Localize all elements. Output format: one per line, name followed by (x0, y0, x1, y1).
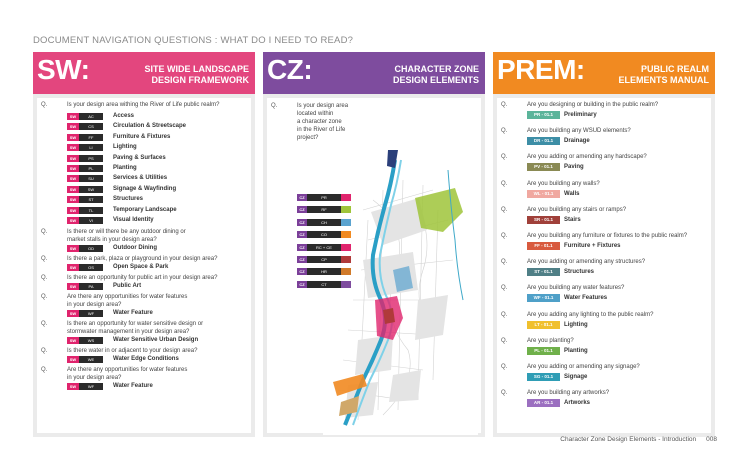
cz-chip-code: CZ (297, 206, 307, 213)
cz-chip (297, 206, 351, 213)
cz-question-line: located within (297, 111, 334, 117)
sw-item-label: Lighting (113, 144, 137, 151)
cz-chip-accent (341, 231, 351, 238)
prem-item-label: Artworks (564, 400, 591, 407)
river-map (323, 150, 478, 435)
sw-question-line1: Is there water in or adjacent to your design area? (67, 348, 198, 355)
prem-q-marker: Q. (501, 206, 508, 213)
prem-q-marker: Q. (501, 285, 508, 292)
sw-chip-sub: SW (87, 186, 95, 192)
sw-chip (67, 310, 103, 317)
sw-chip-sub: SU (88, 176, 94, 182)
sw-chip (67, 337, 103, 344)
prem-question: Are you adding or amending any signage? (527, 364, 640, 370)
cz-question-line: a character zone (297, 119, 342, 125)
sw-chip (67, 134, 103, 141)
sw-item-label: Water Feature (113, 310, 153, 317)
prem-item-label: Preliminary (564, 112, 597, 118)
cz-abbr: CZ: (267, 54, 313, 85)
cz-chip-sub: PR (321, 195, 327, 200)
document-title: DOCUMENT NAVIGATION QUESTIONS : WHAT DO I NEED TO READ? (33, 35, 354, 46)
sw-chip-sub: PS (88, 155, 94, 161)
sw-question-line2: in your design area? (67, 375, 122, 382)
sw-chip-code: SW (67, 207, 79, 214)
sw-chip (67, 196, 103, 203)
cz-question-line: project? (297, 135, 319, 141)
prem-question: Are you building any WSUD elements? (527, 128, 631, 135)
cz-chip (297, 194, 351, 201)
sw-item-label: Outdoor Dining (113, 245, 157, 252)
sw-panel (33, 52, 255, 437)
prem-chip: LT - 01.1 (527, 321, 560, 329)
cz-chip-sub: CP (321, 257, 327, 262)
sw-question-line2: in your design area? (67, 302, 122, 309)
cz-chip-sub: HR (321, 269, 327, 275)
sw-q-marker: Q. (41, 348, 48, 355)
cz-chip-code: CZ (297, 194, 307, 201)
prem-item-label: Planting (564, 347, 588, 354)
sw-chip-code: SW (67, 283, 79, 290)
sw-item-label: Circulation & Streetscape (113, 123, 187, 130)
sw-question-line1: Are there any opportunities for water features (67, 367, 188, 374)
sw-chip-sub: WE (87, 357, 95, 363)
sw-q-marker: Q. (41, 102, 48, 108)
cz-chip (297, 281, 351, 288)
sw-chip (67, 383, 103, 390)
cz-question-line: Is your design area (297, 103, 349, 109)
prem-item-label: Stairs (564, 216, 581, 223)
cz-body (267, 98, 481, 433)
sw-item-label: Visual Identity (113, 217, 154, 223)
cz-chip-sub: CO (321, 232, 327, 238)
cz-chip-code: CZ (297, 256, 307, 263)
sw-chip (67, 207, 103, 214)
cz-chip-accent (341, 256, 351, 263)
sw-chip-code: SW (67, 123, 79, 130)
sw-chip-code: SW (67, 217, 79, 224)
prem-question: Are you building any walls? (527, 180, 600, 187)
sw-item-label: Public Art (113, 283, 142, 290)
sw-chip-sub: LI (89, 145, 93, 151)
cz-chip (297, 231, 351, 238)
sw-chip (67, 186, 103, 193)
sw-chip (67, 123, 103, 130)
sw-item-label: Water Feature (113, 383, 153, 390)
cz-header (263, 52, 485, 94)
sw-chip-sub: PA (88, 284, 94, 290)
red-zone (383, 308, 395, 324)
prem-question: Are you adding or amending any hardscape? (527, 154, 647, 161)
sw-item-label: Signage & Wayfinding (113, 185, 177, 192)
sw-chip-code: SW (67, 186, 79, 193)
sw-chip-sub: AC (88, 114, 94, 119)
prem-q-marker: Q. (501, 128, 508, 135)
prem-q-marker: Q. (501, 102, 508, 108)
sw-question-line1: Is there an opportunity for public art in your design area? (67, 275, 218, 282)
cz-chip-code: CZ (297, 268, 307, 275)
cz-chip-code: CZ (297, 231, 307, 238)
prem-body (497, 98, 711, 433)
sw-item-label: Structures (113, 196, 144, 203)
sw-item-label: Temporary Landscape (113, 206, 177, 213)
prem-q-marker: Q. (501, 390, 508, 397)
prem-chip: PR - 01.1 (527, 111, 560, 119)
sw-title-line1: SITE WIDE LANDSCAPE (144, 64, 249, 74)
prem-q-marker: Q. (501, 233, 508, 239)
cz-question (297, 102, 367, 142)
sw-q-marker: Q. (41, 367, 48, 374)
sw-item-label: Access (113, 113, 135, 119)
prem-item-label: Lighting (564, 321, 588, 328)
cz-chip-accent (341, 206, 351, 213)
sw-chip-sub: WF (87, 311, 95, 317)
sw-item-label: Water Sensitive Urban Design (113, 337, 199, 344)
sw-title-line2: DESIGN FRAMEWORK (151, 75, 249, 85)
prem-item-label: Signage (564, 374, 588, 380)
sw-chip-code: SW (67, 144, 79, 151)
prem-question: Are you building any stairs or ramps? (527, 206, 627, 213)
prem-header (493, 52, 715, 94)
sw-chip-sub: TL (88, 207, 94, 213)
prem-chip: PL - 01.1 (527, 347, 560, 355)
sw-q-marker: Q. (41, 229, 48, 236)
sw-chip-sub: PL (88, 166, 94, 171)
cz-chip-sub: CH (321, 219, 327, 225)
prem-question: Are you building any water features? (527, 285, 625, 292)
sw-chip (67, 217, 103, 224)
prem-item-label: Drainage (564, 138, 590, 145)
sw-chip-sub: WS (87, 338, 95, 344)
sw-item-label: Furniture & Fixtures (113, 133, 171, 140)
cz-title-line1: CHARACTER ZONE (394, 64, 479, 74)
cz-chip-accent (341, 244, 351, 251)
prem-q-marker: Q. (501, 259, 508, 266)
sw-chip (67, 155, 103, 162)
sw-q-marker: Q. (41, 275, 48, 282)
prem-chip: FF - 01.1 (527, 242, 560, 250)
sw-chip-code: SW (67, 245, 79, 252)
cz-chip-accent (341, 281, 351, 288)
footer-text: Character Zone Design Elements - Introduction (560, 436, 697, 443)
prem-question: Are you planting? (527, 337, 574, 344)
prem-q-marker: Q. (501, 364, 508, 370)
prem-q-marker: Q. (501, 180, 508, 187)
sw-chip-code: SW (67, 383, 79, 390)
prem-item-label: Walls (564, 190, 580, 197)
cz-chip-sub: RF (321, 207, 327, 213)
prem-chip: DR - 01.1 (527, 137, 560, 145)
prem-chip: WL - 01.1 (527, 190, 560, 198)
sw-chip (67, 144, 103, 151)
cz-chip-sub: RC + CE (316, 244, 332, 250)
sw-question-line1: Is there or will there be any outdoor dining or (67, 229, 186, 236)
sw-item-label: Open Space & Park (113, 264, 169, 271)
prem-question: Are you building any artworks? (527, 390, 610, 397)
sw-chip (67, 175, 103, 182)
prem-question: Are you adding any lighting to the public realm? (527, 311, 654, 318)
prem-chip: WF - 01.1 (527, 294, 560, 302)
prem-item-label: Furniture + Fixtures (564, 243, 621, 249)
sw-q-marker: Q. (41, 294, 48, 301)
sw-chip-code: SW (67, 155, 79, 162)
sw-abbr: SW: (37, 54, 90, 85)
footer (560, 436, 717, 443)
cz-chip-sub: CT (321, 281, 327, 287)
cz-chip-accent (341, 194, 351, 201)
sw-question-line1: Are there any opportunities for water features (67, 294, 188, 301)
cz-chip-accent (341, 219, 351, 226)
prem-chip: SG - 01.1 (527, 373, 560, 381)
cz-chip-accent (341, 268, 351, 275)
prem-chip: AR - 01.1 (527, 399, 560, 407)
sw-item-label: Planting (113, 165, 137, 171)
sw-chip (67, 165, 103, 172)
cz-chip (297, 244, 351, 251)
cz-chip (297, 268, 351, 275)
sw-question: Is your design area withing the River of Life public realm? (67, 102, 220, 108)
sw-chip-sub: OS (88, 265, 94, 271)
prem-abbr: PREM: (497, 54, 585, 85)
prem-question: Are you designing or building in the public realm? (527, 102, 659, 108)
cz-q-marker: Q. (271, 103, 278, 109)
sw-chip-code: SW (67, 264, 79, 271)
sw-chip-code: SW (67, 356, 79, 363)
sw-item-label: Paving & Surfaces (113, 154, 166, 161)
sw-chip (67, 283, 103, 290)
sw-chip-code: SW (67, 196, 79, 203)
cz-chip-code: CZ (297, 244, 307, 251)
sw-chip (67, 356, 103, 363)
sw-question-line1: Is there an opportunity for water sensitive design or (67, 321, 204, 328)
sw-chip-code: SW (67, 134, 79, 141)
prem-chip: ST - 01.1 (527, 268, 560, 276)
prem-item-label: Structures (564, 269, 595, 276)
cz-chip-code: CZ (297, 281, 307, 288)
sw-question-line2: stormwater management in your design area? (67, 329, 190, 336)
prem-question: Are you adding or amending any structures? (527, 259, 646, 266)
sw-q-marker: Q. (41, 256, 48, 263)
prem-panel (493, 52, 715, 437)
prem-q-marker: Q. (501, 154, 508, 161)
cz-title-line2: DESIGN ELEMENTS (392, 75, 479, 85)
page-number: 008 (706, 436, 717, 443)
sw-item-label: Water Edge Conditions (113, 356, 179, 363)
sw-chip-code: SW (67, 310, 79, 317)
sw-q-marker: Q. (41, 321, 48, 328)
sw-chip-code: SW (67, 175, 79, 182)
sw-chip-code: SW (67, 165, 79, 172)
prem-q-marker: Q. (501, 337, 508, 344)
sw-chip-sub: VI (89, 218, 93, 223)
prem-question: Are you building any furniture or fixtures to the public realm? (527, 233, 688, 239)
prem-title-line2: ELEMENTS MANUAL (618, 75, 709, 85)
sw-chip-sub: CS (88, 124, 94, 130)
prem-chip: PV - 01.1 (527, 163, 560, 171)
prem-item-label: Water Features (564, 295, 608, 302)
sw-chip-code: SW (67, 113, 79, 120)
sw-chip (67, 113, 103, 120)
sw-chip (67, 264, 103, 271)
sw-chip (67, 245, 103, 252)
prem-title-line1: PUBLIC REALM (641, 64, 709, 74)
sw-chip-code: SW (67, 337, 79, 344)
sw-chip-sub: ST (88, 197, 94, 203)
sw-chip-sub: WF (87, 384, 95, 390)
cz-chip (297, 219, 351, 226)
sw-chip-sub: FF (88, 134, 94, 140)
sw-item-label: Services & Utilities (113, 175, 168, 182)
prem-item-label: Paving (564, 164, 584, 171)
sw-question-line2: market stalls in your design area? (67, 237, 157, 244)
prem-q-marker: Q. (501, 311, 508, 318)
cz-chip (297, 256, 351, 263)
cz-panel (263, 52, 485, 437)
sw-question-line1: Is there a park, plaza or playground in your design area? (67, 256, 218, 263)
prem-chip: SR - 01.1 (527, 216, 560, 224)
sw-body (37, 98, 251, 433)
cz-chip-code: CZ (297, 219, 307, 226)
cz-question-line: in the River of Life (297, 127, 346, 133)
sw-header (33, 52, 255, 94)
sw-chip-sub: OD (88, 246, 94, 252)
